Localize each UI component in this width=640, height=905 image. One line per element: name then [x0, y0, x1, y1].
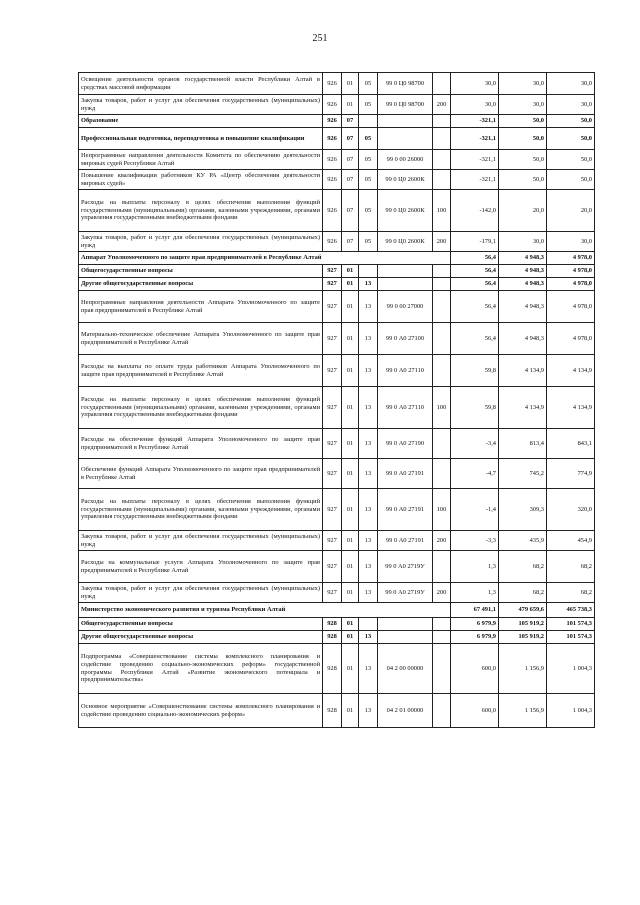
- cell-csr: [378, 631, 433, 644]
- cell-rz: 01: [342, 551, 359, 583]
- cell-vr: [433, 551, 451, 583]
- cell-pr: 13: [359, 694, 378, 728]
- cell-ved: 928: [323, 631, 342, 644]
- cell-name: Расходы на обеспечение функций Аппарата Уполномоченного по защите прав предпринимателей в Республике Алтай: [79, 429, 323, 459]
- cell-v1: 30,0: [451, 95, 499, 115]
- cell-v3: 843,1: [547, 429, 595, 459]
- cell-v3: 68,2: [547, 583, 595, 603]
- cell-name: Расходы на выплаты по оплате труда работников Аппарата Уполномоченного по защите прав предпринимателей в Республике Алтай: [79, 355, 323, 387]
- cell-v2: 68,2: [499, 583, 547, 603]
- cell-rz: 01: [342, 583, 359, 603]
- cell-ved: 927: [323, 323, 342, 355]
- cell-name: Освещение деятельности органов государственной власти Республики Алтай в средствах массовой информации: [79, 73, 323, 95]
- cell-pr: [359, 265, 378, 278]
- cell-v1: 30,0: [451, 73, 499, 95]
- cell-pr: 05: [359, 128, 378, 150]
- cell-ved: 926: [323, 95, 342, 115]
- cell-rz: 01: [342, 631, 359, 644]
- cell-ved: 926: [323, 150, 342, 170]
- cell-v2: 105 919,2: [499, 631, 547, 644]
- cell-vr: 200: [433, 95, 451, 115]
- cell-vr: 200: [433, 583, 451, 603]
- cell-csr: 99 0 А0 27110: [378, 387, 433, 429]
- cell-v3: 465 738,3: [547, 603, 595, 618]
- cell-v2: 50,0: [499, 115, 547, 128]
- cell-v1: -321,1: [451, 170, 499, 190]
- cell-vr: [433, 291, 451, 323]
- cell-v1: 67 491,1: [451, 603, 499, 618]
- cell-v3: 4 134,9: [547, 387, 595, 429]
- cell-v3: 4 978,0: [547, 291, 595, 323]
- table-row: [79, 631, 595, 644]
- cell-csr: 99 0 А0 27190: [378, 429, 433, 459]
- cell-v3: 30,0: [547, 73, 595, 95]
- cell-vr: [433, 265, 451, 278]
- cell-v3: 50,0: [547, 150, 595, 170]
- cell-v1: 1,3: [451, 583, 499, 603]
- budget-table: [78, 72, 595, 728]
- cell-v1: 56,4: [451, 323, 499, 355]
- cell-csr: 99 0 А0 2719У: [378, 583, 433, 603]
- table-row: [79, 387, 595, 429]
- cell-v3: 4 978,0: [547, 252, 595, 265]
- cell-vr: [433, 323, 451, 355]
- cell-v1: -321,1: [451, 128, 499, 150]
- cell-ved: 927: [323, 355, 342, 387]
- cell-v1: -179,1: [451, 232, 499, 252]
- cell-pr: 05: [359, 170, 378, 190]
- cell-v1: 6 979,9: [451, 631, 499, 644]
- cell-rz: 01: [342, 531, 359, 551]
- cell-rz: 01: [342, 291, 359, 323]
- cell-v3: 30,0: [547, 95, 595, 115]
- cell-csr: [378, 278, 433, 291]
- cell-ved: 927: [323, 583, 342, 603]
- table-row: [79, 128, 595, 150]
- cell-v1: 56,4: [451, 252, 499, 265]
- cell-rz: 01: [342, 355, 359, 387]
- cell-csr: 99 0 00 27000: [378, 291, 433, 323]
- table-row: [79, 618, 595, 631]
- cell-pr: 13: [359, 278, 378, 291]
- cell-rz: 01: [342, 459, 359, 489]
- cell-pr: 13: [359, 323, 378, 355]
- cell-ved: 926: [323, 232, 342, 252]
- cell-v2: 4 948,3: [499, 278, 547, 291]
- cell-pr: 05: [359, 232, 378, 252]
- cell-csr: [378, 128, 433, 150]
- cell-csr: 99 0 00 26000: [378, 150, 433, 170]
- cell-csr: 99 0 А0 27191: [378, 459, 433, 489]
- cell-rz: 01: [342, 387, 359, 429]
- cell-v3: 68,2: [547, 551, 595, 583]
- cell-v2: 813,4: [499, 429, 547, 459]
- cell-pr: 05: [359, 150, 378, 170]
- cell-csr: 99 0 А0 27100: [378, 323, 433, 355]
- cell-name: Непрограммные направления деятельности Комитета по обеспечению деятельности мировых судей Республики Алтай: [79, 150, 323, 170]
- cell-rz: 01: [342, 73, 359, 95]
- cell-vr: [433, 631, 451, 644]
- cell-name: Образование: [79, 115, 323, 128]
- cell-v3: 50,0: [547, 115, 595, 128]
- cell-v2: 4 948,3: [499, 323, 547, 355]
- cell-name: Закупка товаров, работ и услуг для обеспечения государственных (муниципальных) нужд: [79, 232, 323, 252]
- cell-csr: 04 2 00 00000: [378, 644, 433, 694]
- cell-pr: 13: [359, 583, 378, 603]
- table-row: [79, 583, 595, 603]
- cell-v3: 4 978,0: [547, 278, 595, 291]
- table-row: [79, 489, 595, 531]
- cell-v1: 59,8: [451, 355, 499, 387]
- cell-csr: 99 0 А0 2719У: [378, 551, 433, 583]
- cell-pr: 13: [359, 551, 378, 583]
- cell-ved: 927: [323, 387, 342, 429]
- cell-vr: [433, 355, 451, 387]
- cell-pr: 13: [359, 459, 378, 489]
- cell-csr: 99 0 Ц0 2600К: [378, 170, 433, 190]
- cell-rz: 01: [342, 489, 359, 531]
- cell-v3: 320,0: [547, 489, 595, 531]
- cell-pr: 13: [359, 531, 378, 551]
- cell-name: Аппарат Уполномоченного по защите прав предпринимателей в Республике Алтай: [79, 252, 451, 265]
- table-row: [79, 603, 595, 618]
- cell-ved: 927: [323, 291, 342, 323]
- cell-pr: 13: [359, 489, 378, 531]
- cell-rz: 01: [342, 278, 359, 291]
- cell-pr: 13: [359, 291, 378, 323]
- cell-v1: -321,1: [451, 150, 499, 170]
- cell-name: Закупка товаров, работ и услуг для обеспечения государственных (муниципальных) нужд: [79, 531, 323, 551]
- cell-v2: 30,0: [499, 95, 547, 115]
- cell-v3: 774,9: [547, 459, 595, 489]
- cell-rz: 01: [342, 323, 359, 355]
- cell-rz: 01: [342, 265, 359, 278]
- cell-ved: 927: [323, 489, 342, 531]
- cell-v1: 600,0: [451, 694, 499, 728]
- cell-rz: 07: [342, 115, 359, 128]
- cell-pr: 13: [359, 631, 378, 644]
- cell-pr: 05: [359, 190, 378, 232]
- cell-vr: 200: [433, 232, 451, 252]
- cell-v2: 745,2: [499, 459, 547, 489]
- cell-vr: [433, 644, 451, 694]
- cell-rz: 07: [342, 150, 359, 170]
- cell-vr: 100: [433, 387, 451, 429]
- cell-vr: [433, 429, 451, 459]
- cell-vr: 200: [433, 531, 451, 551]
- cell-csr: 99 0 Ц0 98700: [378, 73, 433, 95]
- cell-name: Другие общегосударственные вопросы: [79, 631, 323, 644]
- cell-pr: 13: [359, 387, 378, 429]
- cell-v2: 479 659,6: [499, 603, 547, 618]
- cell-csr: 99 0 Ц0 98700: [378, 95, 433, 115]
- cell-name: Расходы на выплаты персоналу в целях обеспечения выполнения функций государственными (муниципальными) органами, казенными учреждениями, органами управления государственными внебюджетными фондами: [79, 489, 323, 531]
- budget-table-body: [79, 73, 595, 728]
- cell-rz: 01: [342, 95, 359, 115]
- cell-pr: [359, 618, 378, 631]
- cell-v1: 6 979,9: [451, 618, 499, 631]
- cell-v3: 1 004,3: [547, 694, 595, 728]
- cell-ved: 927: [323, 531, 342, 551]
- cell-name: Обеспечение функций Аппарата Уполномоченного по защите прав предпринимателей в Республике Алтай: [79, 459, 323, 489]
- cell-name: Непрограммные направления деятельности Аппарата Уполномоченного по защите прав предпринимателей в Республике Алтай: [79, 291, 323, 323]
- cell-v2: 30,0: [499, 232, 547, 252]
- cell-v1: -3,4: [451, 429, 499, 459]
- cell-vr: 100: [433, 489, 451, 531]
- cell-v3: 4 978,0: [547, 265, 595, 278]
- cell-ved: 927: [323, 265, 342, 278]
- cell-v2: 4 134,9: [499, 387, 547, 429]
- cell-v3: 4 134,9: [547, 355, 595, 387]
- page-number: 251: [312, 33, 328, 44]
- cell-pr: 13: [359, 429, 378, 459]
- cell-name: Закупка товаров, работ и услуг для обеспечения государственных (муниципальных) нужд: [79, 95, 323, 115]
- table-row: [79, 232, 595, 252]
- table-row: [79, 73, 595, 95]
- cell-pr: 05: [359, 73, 378, 95]
- cell-vr: [433, 694, 451, 728]
- cell-v3: 50,0: [547, 170, 595, 190]
- cell-rz: 01: [342, 694, 359, 728]
- cell-ved: 927: [323, 278, 342, 291]
- cell-v2: 68,2: [499, 551, 547, 583]
- table-row: [79, 252, 595, 265]
- cell-ved: 926: [323, 170, 342, 190]
- cell-vr: [433, 278, 451, 291]
- cell-v1: 56,4: [451, 291, 499, 323]
- table-row: [79, 115, 595, 128]
- cell-rz: 01: [342, 429, 359, 459]
- cell-v3: 4 978,0: [547, 323, 595, 355]
- cell-name: Материально-техническое обеспечение Аппарата Уполномоченного по защите прав предпринимателей в Республике Алтай: [79, 323, 323, 355]
- cell-v2: 50,0: [499, 150, 547, 170]
- cell-rz: 07: [342, 190, 359, 232]
- table-row: [79, 190, 595, 232]
- table-row: [79, 150, 595, 170]
- cell-v3: 101 574,3: [547, 618, 595, 631]
- cell-csr: [378, 115, 433, 128]
- cell-ved: 927: [323, 459, 342, 489]
- cell-v2: 1 156,9: [499, 694, 547, 728]
- cell-name: Повышение квалификации работников КУ РА «Центр обеспечения деятельности мировых судей»: [79, 170, 323, 190]
- cell-name: Министерство экономического развития и туризма Республики Алтай: [79, 603, 451, 618]
- cell-v2: 4 948,3: [499, 252, 547, 265]
- cell-ved: 928: [323, 694, 342, 728]
- cell-v3: 30,0: [547, 232, 595, 252]
- table-row: [79, 531, 595, 551]
- cell-csr: 99 0 Ц0 2600К: [378, 232, 433, 252]
- table-row: [79, 355, 595, 387]
- table-row: [79, 95, 595, 115]
- cell-pr: 13: [359, 355, 378, 387]
- cell-v2: 20,0: [499, 190, 547, 232]
- cell-ved: 927: [323, 429, 342, 459]
- cell-ved: 926: [323, 190, 342, 232]
- cell-v2: 435,9: [499, 531, 547, 551]
- cell-name: Общегосударственные вопросы: [79, 265, 323, 278]
- cell-vr: [433, 115, 451, 128]
- cell-v1: -3,3: [451, 531, 499, 551]
- cell-name: Подпрограмма «Совершенствование системы комплексного планирования и содействие проведению социально-экономических реформ» государственной программы Республики Алтай «Развитие экономического потенциала и предпринимательства»: [79, 644, 323, 694]
- table-row: [79, 278, 595, 291]
- table-row: [79, 291, 595, 323]
- cell-v3: 50,0: [547, 128, 595, 150]
- cell-ved: 926: [323, 115, 342, 128]
- cell-ved: 926: [323, 73, 342, 95]
- cell-v2: 4 134,9: [499, 355, 547, 387]
- cell-v3: 454,9: [547, 531, 595, 551]
- cell-v2: 4 948,3: [499, 291, 547, 323]
- cell-csr: 04 2 01 00000: [378, 694, 433, 728]
- cell-v2: 30,0: [499, 73, 547, 95]
- cell-ved: 927: [323, 551, 342, 583]
- cell-v1: 600,0: [451, 644, 499, 694]
- cell-csr: 99 0 Ц0 2600К: [378, 190, 433, 232]
- cell-v1: -4,7: [451, 459, 499, 489]
- cell-v1: 56,4: [451, 265, 499, 278]
- cell-vr: [433, 73, 451, 95]
- cell-name: Общегосударственные вопросы: [79, 618, 323, 631]
- cell-csr: 99 0 А0 27191: [378, 531, 433, 551]
- cell-ved: 926: [323, 128, 342, 150]
- cell-vr: [433, 459, 451, 489]
- cell-pr: [359, 115, 378, 128]
- table-row: [79, 694, 595, 728]
- cell-v3: 101 574,3: [547, 631, 595, 644]
- cell-rz: 07: [342, 232, 359, 252]
- cell-csr: 99 0 А0 27110: [378, 355, 433, 387]
- cell-v2: 50,0: [499, 128, 547, 150]
- cell-rz: 07: [342, 128, 359, 150]
- cell-csr: 99 0 А0 27191: [378, 489, 433, 531]
- cell-v2: 1 156,9: [499, 644, 547, 694]
- cell-csr: [378, 618, 433, 631]
- cell-name: Другие общегосударственные вопросы: [79, 278, 323, 291]
- cell-v1: 56,4: [451, 278, 499, 291]
- cell-name: Основное мероприятие «Совершенствование системы комплексного планирования и содействие проведению социально-экономических реформ»: [79, 694, 323, 728]
- cell-ved: 928: [323, 644, 342, 694]
- cell-v2: 50,0: [499, 170, 547, 190]
- cell-vr: [433, 170, 451, 190]
- cell-vr: [433, 128, 451, 150]
- cell-v1: -1,4: [451, 489, 499, 531]
- cell-name: Расходы на выплаты персоналу в целях обеспечения выполнения функций государственными (муниципальными) органами, казенными учреждениями, органами управления государственными внебюджетными фондами: [79, 190, 323, 232]
- table-row: [79, 429, 595, 459]
- table-row: [79, 551, 595, 583]
- cell-rz: 01: [342, 644, 359, 694]
- cell-vr: 100: [433, 190, 451, 232]
- cell-v3: 1 004,3: [547, 644, 595, 694]
- cell-v1: 59,8: [451, 387, 499, 429]
- cell-vr: [433, 618, 451, 631]
- cell-vr: [433, 150, 451, 170]
- cell-csr: [378, 265, 433, 278]
- cell-ved: 928: [323, 618, 342, 631]
- table-row: [79, 265, 595, 278]
- cell-v3: 20,0: [547, 190, 595, 232]
- cell-v1: -142,0: [451, 190, 499, 232]
- cell-v1: -321,1: [451, 115, 499, 128]
- cell-v2: 105 919,2: [499, 618, 547, 631]
- cell-name: Закупка товаров, работ и услуг для обеспечения государственных (муниципальных) нужд: [79, 583, 323, 603]
- cell-name: Профессиональная подготовка, переподготовка и повышение квалификации: [79, 128, 323, 150]
- cell-v1: 1,3: [451, 551, 499, 583]
- cell-name: Расходы на коммунальные услуги Аппарата Уполномоченного по защите прав предпринимателей в Республике Алтай: [79, 551, 323, 583]
- cell-v2: 309,3: [499, 489, 547, 531]
- table-row: [79, 170, 595, 190]
- cell-rz: 01: [342, 618, 359, 631]
- cell-name: Расходы на выплаты персоналу в целях обеспечения выполнения функций государственными (муниципальными) органами, казенными учреждениями, органами управления государственными внебюджетными фондами: [79, 387, 323, 429]
- cell-pr: 05: [359, 95, 378, 115]
- cell-v2: 4 948,3: [499, 265, 547, 278]
- table-row: [79, 323, 595, 355]
- table-row: [79, 459, 595, 489]
- table-row: [79, 644, 595, 694]
- cell-pr: 13: [359, 644, 378, 694]
- cell-rz: 07: [342, 170, 359, 190]
